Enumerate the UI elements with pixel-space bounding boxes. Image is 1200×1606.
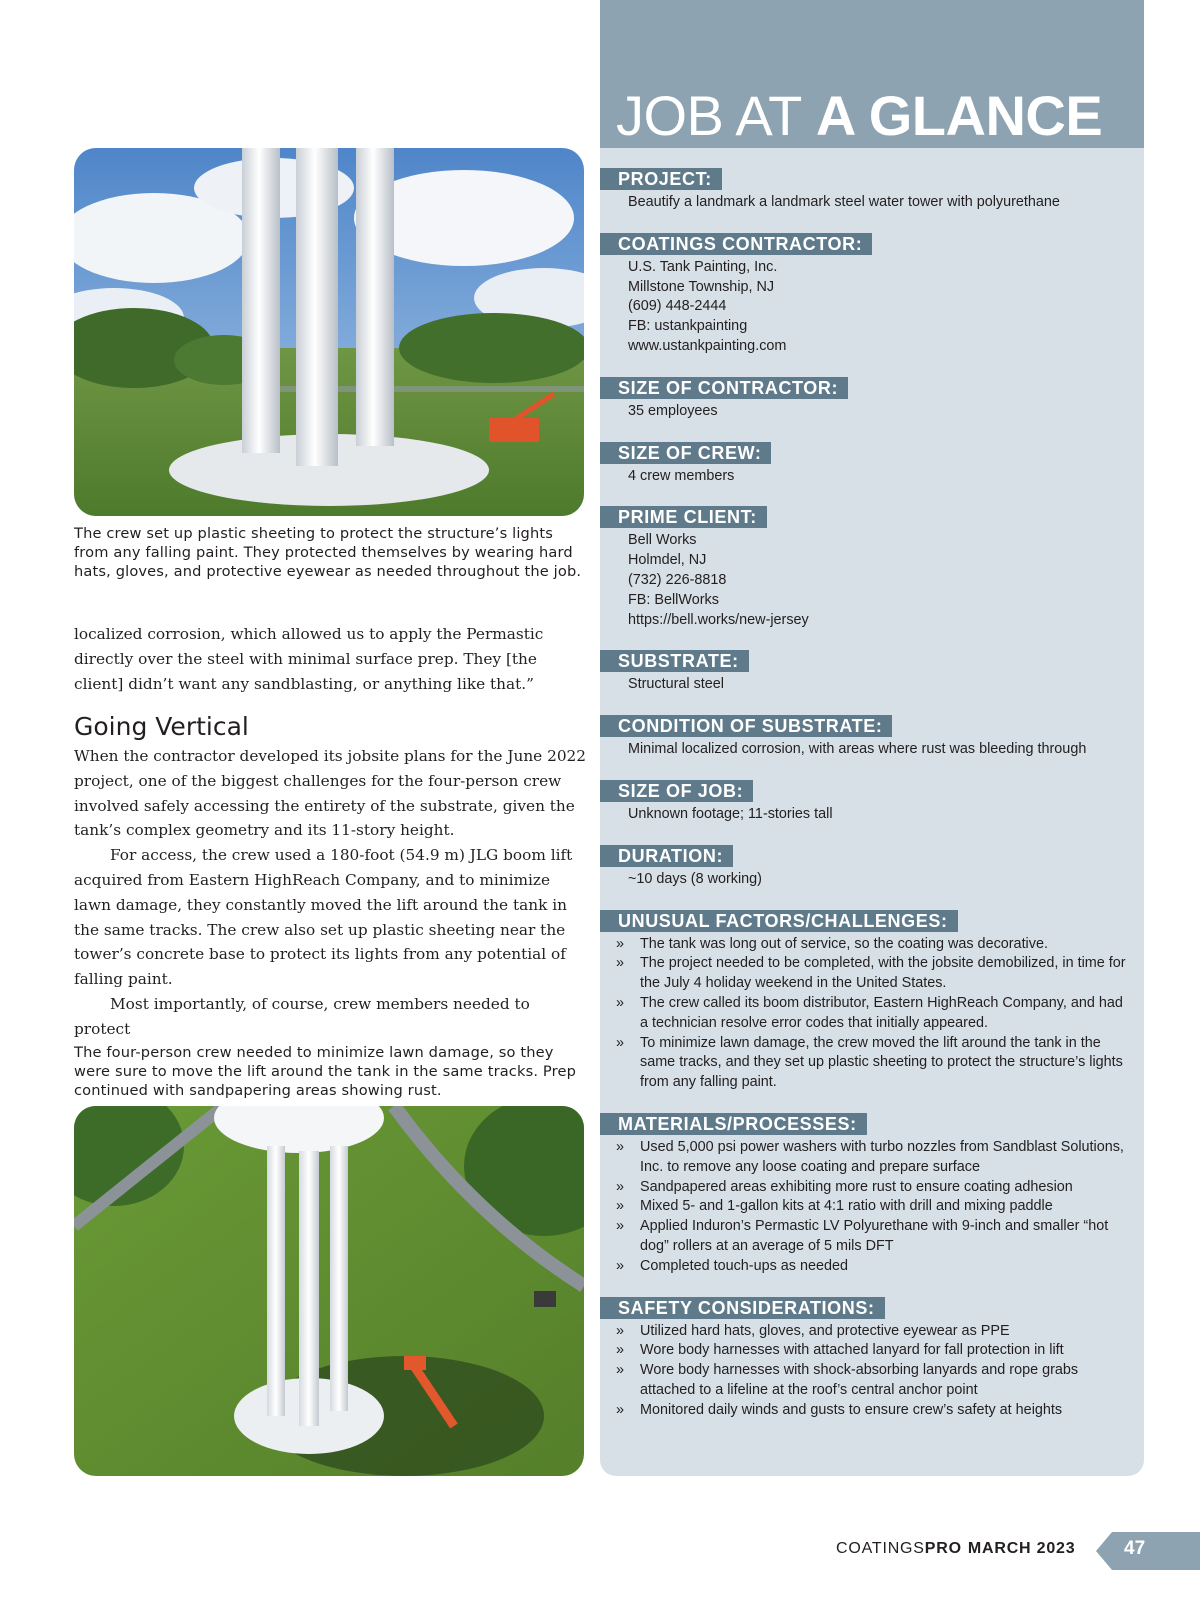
section-label: PRIME CLIENT: <box>600 506 767 528</box>
intro-paragraph: localized corrosion, which allowed us to apply the Permastic directly over the steel with minimal surface prep. They [the client] didn’t want any sandblasting, or anything like that.” <box>74 625 544 693</box>
section-line: Bell Works <box>628 532 697 549</box>
footer-publication <box>836 1540 1075 1558</box>
bullet-text: The project needed to be completed, with the jobsite demobilized, in time for the July 4 holiday weekend in the United States. <box>640 955 1126 992</box>
section-substrate <box>600 650 1144 695</box>
article-paragraph: When the contractor developed its jobsite plans for the June 2022 project, one of the biggest challenges for the four-person crew involved safely accessing the entirety of the substrate, given the tank’s complex geometry and its 11-story height. <box>74 747 587 840</box>
sidebar-header <box>600 0 1144 148</box>
bullet-item <box>616 1341 1132 1361</box>
section-line: (609) 448-2444 <box>628 298 727 315</box>
bullet-glyph: » <box>616 1362 625 1379</box>
bottom-photo-caption: The four-person crew needed to minimize lawn damage, so they were sure to move the lift around the tank in the same tracks. Prep continued with sandpapering areas showing rust. <box>74 1044 576 1099</box>
sidebar-title-light: JOB AT <box>616 84 816 147</box>
section-label: MATERIALS/PROCESSES: <box>600 1113 867 1135</box>
bullet-glyph: » <box>616 1198 625 1215</box>
section-line: (732) 226-8818 <box>628 571 727 588</box>
bullet-text: Applied Induron’s Permastic LV Polyurethane with 9-inch and smaller “hot dog” rollers at an average of 5 mils DFT <box>640 1218 1109 1254</box>
section-label: COATINGS CONTRACTOR: <box>600 233 872 255</box>
bullet-item <box>616 1178 1132 1198</box>
article-paragraph: For access, the crew used a 180-foot (54.9 m) JLG boom lift acquired from Eastern HighReach Company, and to minimize lawn damage, they constantly moved the lift around the tank in the same tracks. The crew also set up plastic sheeting near the tower’s concrete base to protect its lights from any potential of falling paint. <box>74 846 573 989</box>
publication-name-bold: PRO <box>924 1540 962 1557</box>
section-label: SAFETY CONSIDERATIONS: <box>600 1297 885 1319</box>
bullet-item <box>616 1361 1132 1401</box>
section-coatings-contractor <box>600 233 1144 357</box>
section-label: SIZE OF CONTRACTOR: <box>600 377 848 399</box>
bullet-item <box>616 1034 1132 1093</box>
water-tower-base-photo <box>74 148 584 516</box>
section-line: FB: ustankpainting <box>628 318 748 335</box>
bullet-text: Wore body harnesses with shock-absorbing lanyards and rope grabs attached to a lifeline at the roof’s central anchor point <box>640 1362 1079 1398</box>
issue-date: MARCH 2023 <box>967 1540 1076 1557</box>
job-at-a-glance-sidebar <box>600 0 1144 1476</box>
sidebar-sections <box>600 168 1144 1440</box>
section-label: PROJECT: <box>600 168 722 190</box>
section-condition-of-substrate <box>600 715 1144 760</box>
bullet-glyph: » <box>616 1218 625 1235</box>
water-tower-aerial-photo <box>74 1106 584 1476</box>
bullet-glyph: » <box>616 1138 625 1155</box>
bullet-item <box>616 1257 1132 1277</box>
section-line: ~10 days (8 working) <box>628 870 762 887</box>
section-line: 35 employees <box>628 402 718 419</box>
section-project <box>600 168 1144 213</box>
bullet-item <box>616 954 1132 994</box>
section-size-of-crew <box>600 442 1144 487</box>
bullet-text: To minimize lawn damage, the crew moved the lift around the tank in the same tracks, and they set up plastic sheeting to protect the structure’s lights from any falling paint. <box>640 1034 1123 1091</box>
bullet-glyph: » <box>616 1401 625 1418</box>
section-line: Beautify a landmark a landmark steel water tower with polyurethane <box>628 194 1060 210</box>
page-number-tab <box>1096 1532 1200 1570</box>
bullet-text: Wore body harnesses with attached lanyard for fall protection in lift <box>640 1342 1064 1359</box>
bullet-text: Used 5,000 psi power washers with turbo nozzles from Sandblast Solutions, Inc. to remove any loose coating and prepare surface <box>640 1138 1124 1175</box>
bullet-item <box>616 994 1132 1034</box>
bullet-glyph: » <box>616 1257 625 1274</box>
section-line: www.ustankpainting.com <box>628 337 787 354</box>
top-photo-caption: The crew set up plastic sheeting to protect the structure’s lights from any falling paint. They protected themselves by wearing hard hats, gloves, and protective eyewear as needed throughout the job. <box>74 525 582 580</box>
bullet-text: Monitored daily winds and gusts to ensure crew’s safety at heights <box>640 1401 1063 1418</box>
section-line: Structural steel <box>628 676 724 693</box>
section-duration <box>600 845 1144 890</box>
section-label: DURATION: <box>600 845 733 867</box>
section-line: Minimal localized corrosion, with areas where rust was bleeding through <box>628 741 1087 758</box>
section-line: U.S. Tank Painting, Inc. <box>628 258 778 275</box>
bullet-item <box>616 1401 1132 1421</box>
bullet-glyph: » <box>616 994 625 1011</box>
section-label: UNUSUAL FACTORS/CHALLENGES: <box>600 910 958 932</box>
bullet-item <box>616 935 1132 955</box>
sidebar-title <box>616 84 1102 148</box>
bullet-text: The tank was long out of service, so the coating was decorative. <box>640 935 1048 952</box>
page-number: 47 <box>1124 1538 1146 1559</box>
section-prime-client <box>600 506 1144 630</box>
section-size-of-job <box>600 780 1144 825</box>
bullet-glyph: » <box>616 1178 625 1195</box>
section-line: Holmdel, NJ <box>628 552 707 569</box>
section-label: SIZE OF JOB: <box>600 780 753 802</box>
bullet-item <box>616 1197 1132 1217</box>
bullet-item <box>616 1217 1132 1257</box>
bullet-text: Sandpapered areas exhibiting more rust to ensure coating adhesion <box>640 1178 1073 1195</box>
section-heading: Going Vertical <box>74 712 249 741</box>
section-line: Unknown footage; 11-stories tall <box>628 805 833 822</box>
article-body <box>74 744 586 1042</box>
bullet-glyph: » <box>616 1342 625 1359</box>
section-label: SIZE OF CREW: <box>600 442 771 464</box>
section-label: CONDITION OF SUBSTRATE: <box>600 715 892 737</box>
bullet-text: Utilized hard hats, gloves, and protective eyewear as PPE <box>640 1322 1010 1339</box>
section-line: https://bell.works/new-jersey <box>628 611 809 628</box>
section-size-of-contractor <box>600 377 1144 422</box>
section-unusual-factors <box>600 910 1144 1093</box>
section-materials-processes <box>600 1113 1144 1277</box>
publication-name-light: COATINGS <box>836 1540 925 1557</box>
bullet-glyph: » <box>616 1034 625 1051</box>
bullet-item <box>616 1322 1132 1342</box>
bullet-item <box>616 1138 1132 1178</box>
section-line: 4 crew members <box>628 467 735 484</box>
sidebar-title-bold: A GLANCE <box>815 84 1103 147</box>
section-line: FB: BellWorks <box>628 591 719 608</box>
section-label: SUBSTRATE: <box>600 650 749 672</box>
bullet-glyph: » <box>616 935 625 952</box>
section-safety-considerations <box>600 1297 1144 1421</box>
bullet-text: Mixed 5- and 1-gallon kits at 4:1 ratio with drill and mixing paddle <box>640 1198 1053 1215</box>
bullet-text: Completed touch-ups as needed <box>640 1257 849 1274</box>
article-paragraph: Most importantly, of course, crew members needed to protect <box>74 994 530 1038</box>
bullet-glyph: » <box>616 955 625 972</box>
bullet-text: The crew called its boom distributor, Eastern HighReach Company, and had a technician resolve error codes that initially appeared. <box>640 994 1123 1031</box>
section-line: Millstone Township, NJ <box>628 278 775 295</box>
bullet-glyph: » <box>616 1322 625 1339</box>
